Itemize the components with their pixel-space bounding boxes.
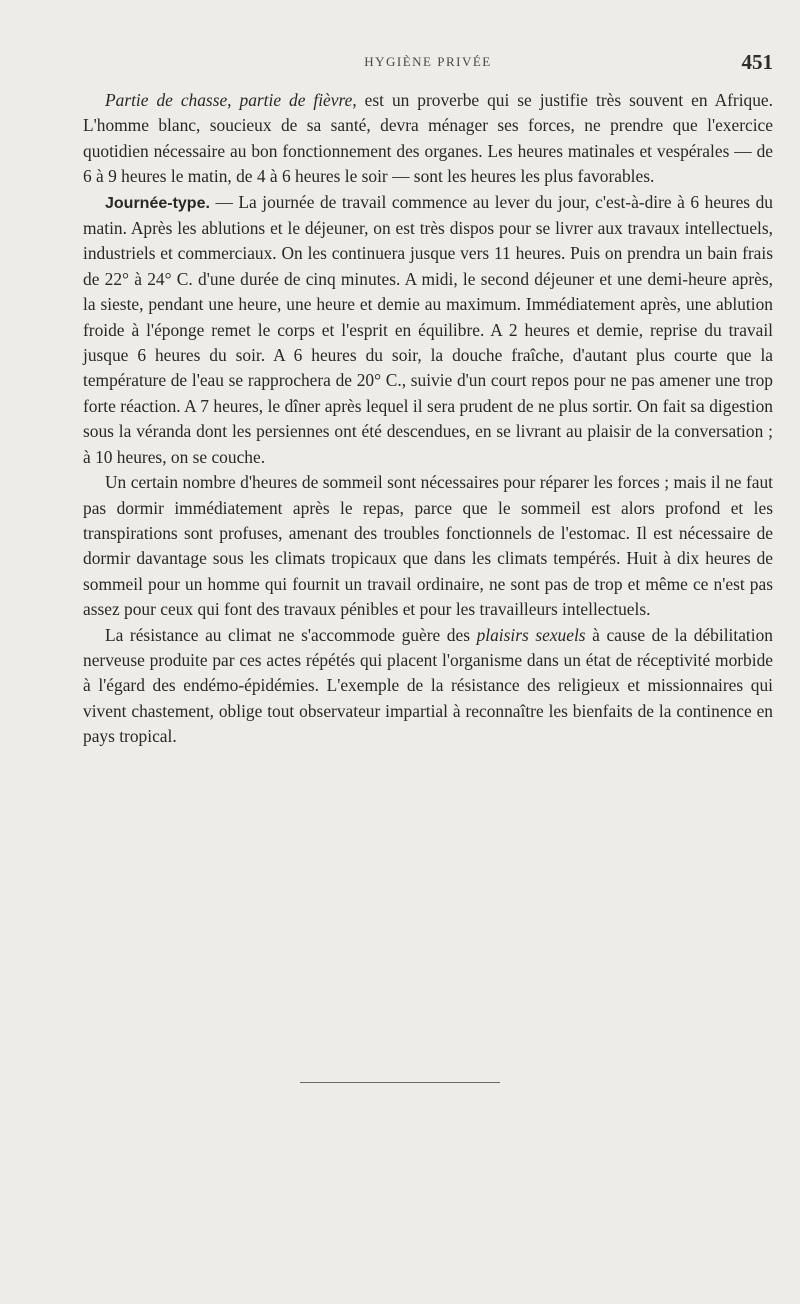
end-rule-divider xyxy=(300,1082,500,1083)
paragraph-1-text: , est un proverbe qui se justifie très souvent en Afrique. L'homme blanc, soucieux de sa santé, devra ménager ses forces, ne prendre que l'exercice quotidien nécessaire au bon fonctionnement des organes. Les heures matinales et vespérales — de 6 à 9 heures le matin, de 4 à 6 heures le soir — sont les heures les plus favorables. xyxy=(83,90,773,187)
paragraph-3-text: Un certain nombre d'heures de sommeil sont nécessaires pour réparer les forces ; mais il ne faut pas dormir immédiatement après le repas, parce que le sommeil est alors profond et les transpirations sont profuses, amenant des troubles fonctionnels de l'estomac. Il est nécessaire de dormir davantage sous les climats tropicaux que dans les climats tempérés. Huit à dix heures de sommeil pour un homme qui fournit un travail ordinaire, ne sont pas de trop et même ce n'est pas assez pour ceux qui font des travaux pénibles et pour les travailleurs intellectuels. xyxy=(83,472,773,620)
page-number: 451 xyxy=(741,50,773,74)
paragraph-4 xyxy=(83,623,773,750)
running-head xyxy=(83,50,773,74)
paragraph-4-text-after: à cause de la débilitation nerveuse produite par ces actes répétés qui placent l'organisme dans un état de réceptivité morbide à l'égard des endémo-épidémies. L'exemple de la résistance des religieux et missionnaires qui vivent chastement, oblige tout observateur impartial à reconnaître les bienfaits de la continence en pays tropical. xyxy=(83,624,773,747)
section-heading-journee-type: Journée-type. xyxy=(105,194,210,212)
paragraph-2-text: — La journée de travail commence au lever du jour, c'est-à-dire à 6 heures du matin. Après les ablutions et le déjeuner, on est très dispos pour se livrer aux travaux intellectuels, industriels et commerciaux. On les continuera jusque vers 11 heures. Puis on prendra un bain frais de 22° à 24° C. d'une durée de cinq minutes. A midi, le second déjeuner et une demi-heure après, la sieste, pendant une heure, une heure et demie au maximum. Immédiatement après, une ablution froide à l'éponge remet le corps et l'esprit en équilibre. A 2 heures et demie, reprise du travail jusque 6 heures du soir. A 6 heures du soir, la douche fraîche, d'autant plus courte que la température de l'eau se rapprochera de 20° C., suivie d'un court repos pour ne pas amener une trop forte réaction. A 7 heures, le dîner après lequel il sera prudent de ne plus sortir. On fait sa digestion sous la véranda dont les persiennes ont été descendues, en se livrant au plaisir de la conversation ; à 10 heures, on se couche. xyxy=(83,191,773,467)
body-text xyxy=(83,88,773,750)
paragraph-4-text-before: La résistance au climat ne s'accommode guère des xyxy=(105,624,477,645)
paragraph-4-italic: plaisirs sexuels xyxy=(476,624,586,645)
paragraph-2 xyxy=(83,190,773,470)
running-title: HYGIÈNE PRIVÉE xyxy=(364,54,492,69)
paragraph-3 xyxy=(83,470,773,622)
proverb-italic: Partie de chasse, partie de fièvre xyxy=(105,90,353,110)
paragraph-1 xyxy=(83,88,773,190)
